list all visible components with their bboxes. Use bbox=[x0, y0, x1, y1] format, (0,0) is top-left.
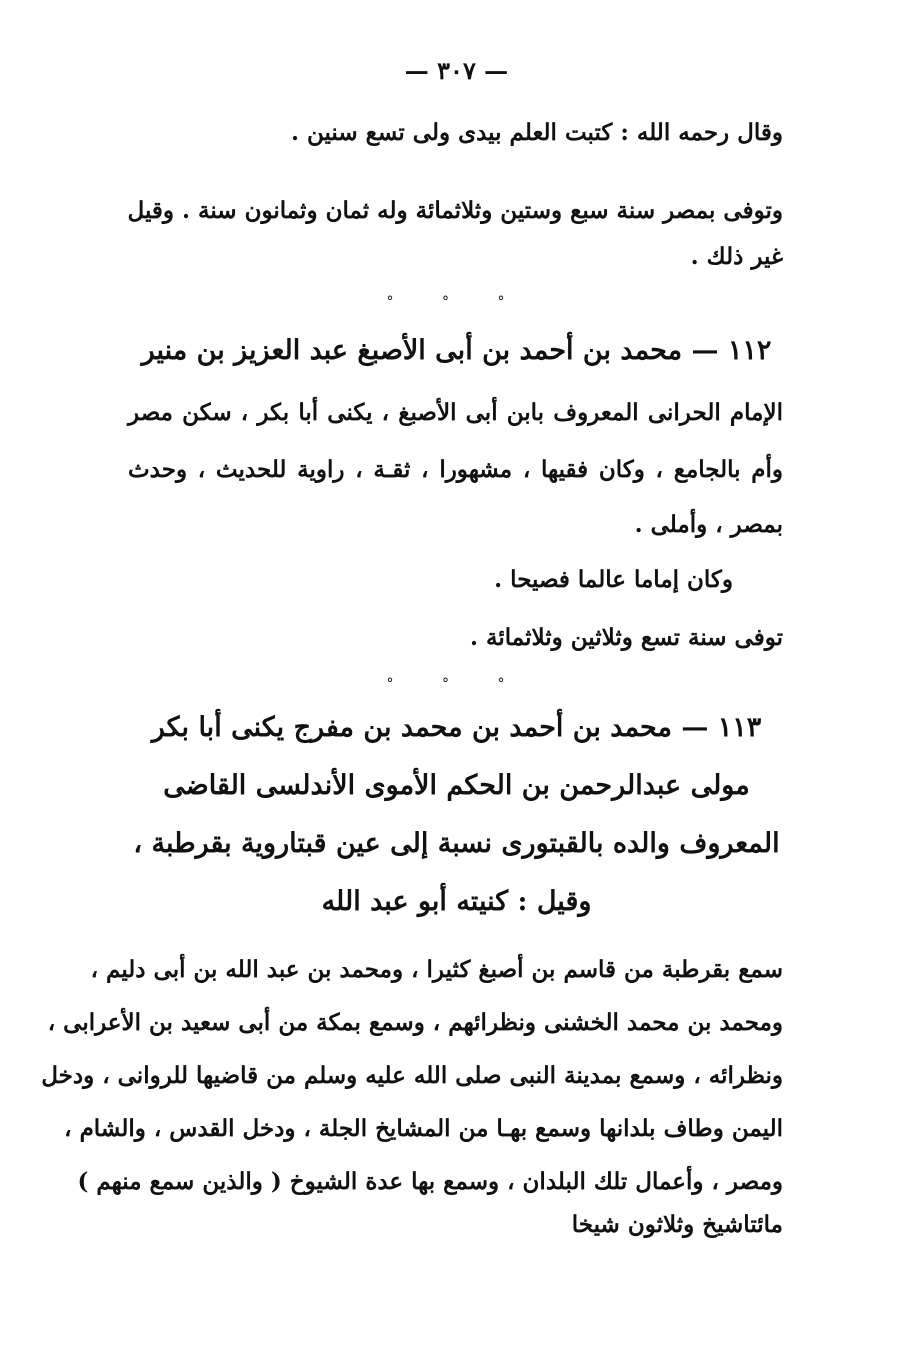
entry-113-line: اليمن وطاف بلدانها وسمع بهـا من المشايخ الجلة ، ودخل القدس ، والشام ، bbox=[64, 1115, 783, 1142]
section-separator: ° ° ° bbox=[386, 676, 527, 692]
entry-heading-113-line: وقيل : كنيته أبو عبد الله bbox=[321, 886, 592, 917]
paragraph-line: وتوفى بمصر سنة سبع وستين وثلاثمائة وله ثمان وثمانون سنة . وقيل bbox=[127, 197, 783, 224]
entry-113-line: ومحمد بن محمد الخشنى ونظرائهم ، وسمع بمكة من أبى سعيد بن الأعرابى ، bbox=[47, 1009, 783, 1036]
entry-112-line: الإمام الحرانى المعروف بابن أبى الأصبغ ، يكنى أبا بكر ، سكن مصر bbox=[128, 399, 783, 426]
entry-113-line: سمع بقرطبة من قاسم بن أصبغ كثيرا ، ومحمد بن عبد الله بن أبى دليم ، bbox=[90, 956, 783, 983]
entry-112-line: وكان إماما عالما فصيحا . bbox=[494, 566, 733, 593]
paragraph-line: وقال رحمه الله : كتبت العلم بيدى ولى تسع سنين . bbox=[290, 119, 783, 146]
entry-113-line: ومصر ، وأعمال تلك البلدان ، وسمع بها عدة الشيوخ ( والذين سمع منهم ) bbox=[77, 1168, 783, 1195]
page-number: — ٣٠٧ — bbox=[404, 56, 509, 85]
entry-112-line: بمصر ، وأملى . bbox=[634, 511, 783, 538]
entry-heading-113-line: المعروف والده بالقبتورى نسبة إلى عين قبتاروية بقرطبة ، bbox=[133, 828, 780, 859]
entry-112-line: توفى سنة تسع وثلاثين وثلاثمائة . bbox=[470, 624, 783, 651]
entry-heading-113-line: مولى عبدالرحمن بن الحكم الأموى الأندلسى القاضى bbox=[163, 770, 750, 801]
entry-113-line: ونظرائه ، وسمع بمدينة النبى صلى الله عليه وسلم من قاضيها للروانى ، ودخل bbox=[41, 1062, 783, 1089]
entry-112-line: وأم بالجامع ، وكان فقيها ، مشهورا ، ثقـة ، راوية للحديث ، وحدث bbox=[128, 456, 783, 483]
entry-113-line: مائتاشيخ وثلاثون شيخا bbox=[571, 1211, 783, 1238]
entry-heading-112: ١١٢ — محمد بن أحمد بن أبى الأصبغ عبد العزيز بن منير bbox=[141, 335, 772, 366]
paragraph-line: غير ذلك . bbox=[690, 243, 783, 270]
section-separator: ° ° ° bbox=[386, 294, 527, 310]
entry-heading-113: ١١٣ — محمد بن أحمد بن محمد بن مفرج يكنى أبا بكر bbox=[151, 712, 762, 743]
